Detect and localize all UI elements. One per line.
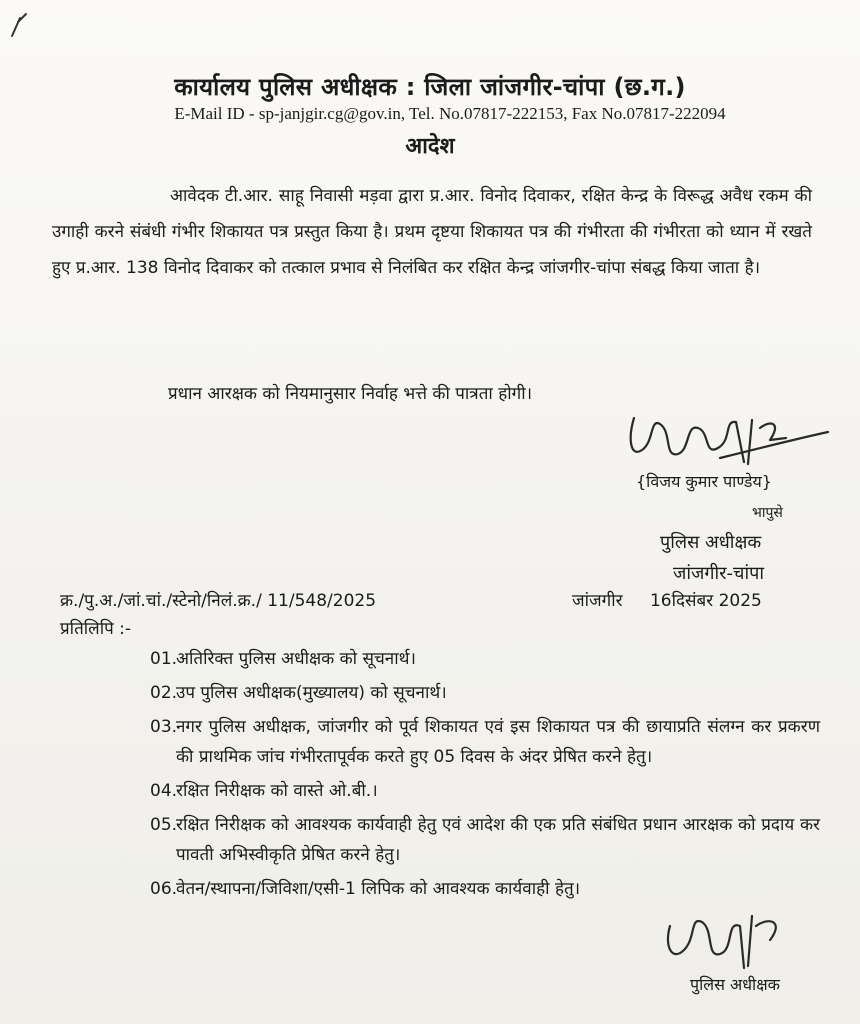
list-item-text: उप पुलिस अधीक्षक(मुख्यालय) को सूचनार्थ। <box>176 683 447 703</box>
place: जांजगीर <box>572 591 623 611</box>
list-item <box>150 678 820 708</box>
list-item-number: 05. <box>150 815 178 835</box>
list-item-number: 03. <box>150 717 178 737</box>
signatory-cadre: भापुसे <box>752 505 783 521</box>
list-item-text: वेतन/स्थापना/जिविशा/एसी-1 लिपिक को आवश्यक कार्यवाही हेतु। <box>176 879 581 899</box>
place-date <box>572 588 762 611</box>
list-item <box>150 712 820 772</box>
list-item-number: 04. <box>150 781 178 801</box>
list-item-text: रक्षित निरीक्षक को आवश्यक कार्यवाही हेतु एवं आदेश की एक प्रति संबंधित प्रधान आरक्षक को प्रदाय कर पावती अभिस्वीकृति प्रेषित करने हेतु। <box>176 815 820 865</box>
order-title: आदेश <box>405 134 455 159</box>
signatory-district: जांजगीर-चांपा <box>673 563 765 584</box>
order-paragraph-2: प्रधान आरक्षक को नियमानुसार निर्वाह भत्ते की पात्रता होगी। <box>168 384 533 404</box>
copy-to-list <box>150 644 820 908</box>
date-month-year: दिसंबर 2025 <box>671 591 762 611</box>
signature-scribble <box>620 398 830 478</box>
copy-to-label: प्रतिलिपि :- <box>60 619 132 639</box>
date-day: 16 <box>649 591 672 611</box>
list-item-text: रक्षित निरीक्षक को वास्ते ओ.बी.। <box>176 781 378 801</box>
list-item <box>150 776 820 806</box>
list-item <box>150 810 820 870</box>
office-title: कार्यालय पुलिस अधीक्षक : जिला जांजगीर-चांपा (छ.ग.) <box>174 73 686 101</box>
bottom-signature-scribble <box>660 896 800 976</box>
list-item-number: 01. <box>150 649 178 669</box>
contact-line: E-Mail ID - sp-janjgir.cg@gov.in, Tel. No.07817-222153, Fax No.07817-222094 <box>174 104 726 123</box>
list-item-text: अतिरिक्त पुलिस अधीक्षक को सूचनार्थ। <box>176 649 416 669</box>
signatory-post: पुलिस अधीक्षक <box>660 532 762 553</box>
pen-mark-icon <box>6 10 36 40</box>
reference-number: क्र./पु.अ./जां.चां./स्टेनो/निलं.क्र./ 11/548/2025 <box>60 591 377 611</box>
list-item-number: 02. <box>150 683 178 703</box>
list-item-text: नगर पुलिस अधीक्षक, जांजगीर को पूर्व शिकायत एवं इस शिकायत पत्र की छायाप्रति संलग्न कर प्रकरण की प्राथमिक जांच गंभीरतापूर्वक करते हुए 05 दिवस के अंदर प्रेषित करने हेतु। <box>176 717 820 767</box>
list-item-number: 06. <box>150 879 178 899</box>
list-item <box>150 644 820 674</box>
signatory-name: {विजय कुमार पाण्डेय} <box>636 472 772 491</box>
bottom-signature-label: पुलिस अधीक्षक <box>690 975 780 994</box>
order-paragraph-1: आवेदक टी.आर. साहू निवासी मड़वा द्वारा प्र.आर. विनोद दिवाकर, रक्षित केन्द्र के विरूद्ध अवैध रकम की उगाही करने संबंधी गंभीर शिकायत पत्र प्रस्तुत किया है। प्रथम दृष्टया शिकायत पत्र की गंभीरता की गंभीरता को ध्यान में रखते हुए प्र.आर. 138 विनोद दिवाकर को तत्काल प्रभाव से निलंबित कर रक्षित केन्द्र जांजगीर-चांपा संबद्ध किया जाता है। <box>52 186 812 278</box>
